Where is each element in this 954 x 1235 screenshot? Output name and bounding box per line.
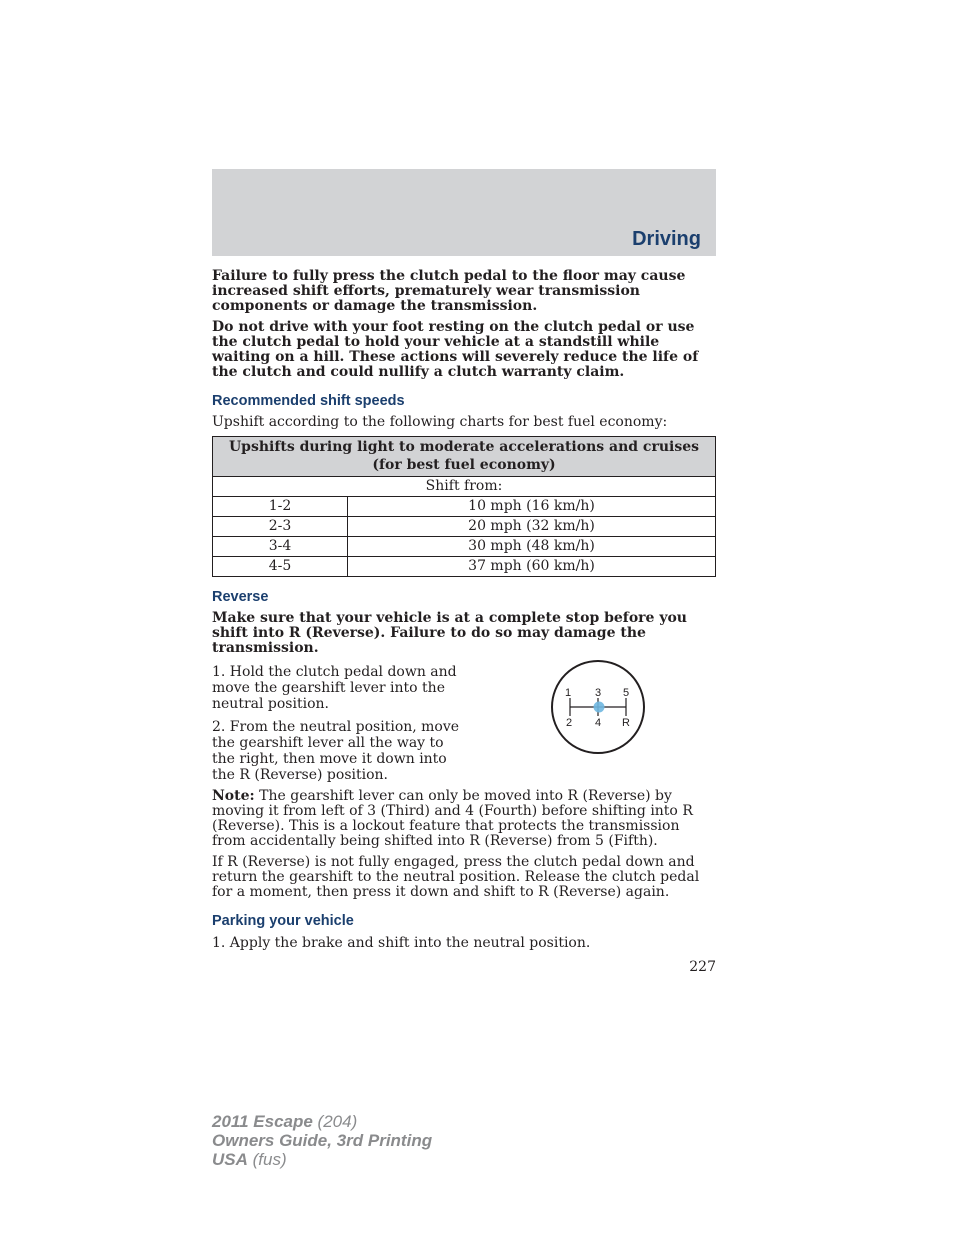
clutch-warning-2: Do not drive with your foot resting on the clutch pedal or use the clutch pedal to hold your vehicle at a standstill while waiting on a hill. These actions will severely reduce the life of the clutch and could nullify a clutch warranty claim.	[212, 319, 699, 380]
footer-line-1	[212, 1112, 432, 1131]
gear-label-3: 3	[594, 687, 602, 699]
parking-step-1: 1. Apply the brake and shift into the neutral position.	[212, 935, 591, 951]
table-subheader: Shift from:	[213, 477, 716, 497]
gear-label-4: 4	[594, 717, 602, 729]
gear-label-1: 1	[564, 687, 572, 699]
section-title: Driving	[632, 228, 701, 250]
footer-line-2	[212, 1131, 432, 1150]
section-header-band	[212, 169, 716, 256]
document-footer	[212, 1112, 432, 1169]
page-number: 227	[689, 959, 716, 975]
reverse-heading: Reverse	[212, 589, 269, 605]
footer-market-code: (fus)	[247, 1150, 287, 1169]
reverse-steps	[212, 664, 716, 783]
gearshift-pattern-diagram	[549, 658, 647, 756]
table-row	[213, 557, 716, 577]
table-row	[213, 537, 716, 557]
gear-label-reverse: R	[622, 717, 630, 729]
speed-cell: 10 mph (16 km/h)	[348, 497, 716, 517]
reverse-engagement-paragraph: If R (Reverse) is not fully engaged, press the clutch pedal down and return the gearshift to the neutral position. Release the clutch pedal for a moment, then press it down and shift to R (Reverse) again.	[212, 854, 700, 900]
table-title: Upshifts during light to moderate accelerations and cruises (for best fuel economy)	[213, 437, 716, 477]
reverse-step-1: 1. Hold the clutch pedal down and move the gearshift lever into the neutral position.	[212, 664, 457, 712]
footer-guide-edition: Owners Guide, 3rd Printing	[212, 1131, 433, 1150]
shift-speed-table	[212, 436, 716, 577]
footer-model-code: (204)	[312, 1112, 358, 1131]
speed-cell: 20 mph (32 km/h)	[348, 517, 716, 537]
lockout-note	[212, 789, 716, 849]
clutch-warning-1: Failure to fully press the clutch pedal to the floor may cause increased shift efforts, prematurely wear transmission components or damage the transmission.	[212, 268, 686, 314]
parking-heading: Parking your vehicle	[212, 913, 354, 929]
shift-speeds-heading: Recommended shift speeds	[212, 393, 405, 409]
gear-cell: 4-5	[213, 557, 348, 577]
footer-line-3	[212, 1150, 432, 1169]
reverse-warning: Make sure that your vehicle is at a complete stop before you shift into R (Reverse). Failure to do so may damage the transmission.	[212, 610, 687, 656]
table-row	[213, 517, 716, 537]
footer-market: USA	[212, 1150, 248, 1169]
table-row	[213, 497, 716, 517]
note-label: Note:	[212, 788, 255, 804]
speed-cell: 30 mph (48 km/h)	[348, 537, 716, 557]
reverse-step-2: 2. From the neutral position, move the gearshift lever all the way to the right, then move it down into the R (Reverse) position.	[212, 719, 460, 783]
page-content	[212, 269, 716, 951]
gear-cell: 1-2	[213, 497, 348, 517]
gear-cell: 2-3	[213, 517, 348, 537]
speed-cell: 37 mph (60 km/h)	[348, 557, 716, 577]
footer-model: 2011 Escape	[212, 1112, 313, 1131]
gear-cell: 3-4	[213, 537, 348, 557]
gear-label-5: 5	[622, 687, 630, 699]
gear-label-2: 2	[565, 717, 573, 729]
reverse-steps-text	[212, 664, 470, 783]
note-text: The gearshift lever can only be moved into R (Reverse) by moving it from left of 3 (Third) and 4 (Fourth) before shifting into R (Reverse). This is a lockout feature that protects the transmission from accidentally being shifted into R (Reverse) from 5 (Fifth).	[212, 788, 693, 849]
shift-speeds-intro: Upshift according to the following charts for best fuel economy:	[212, 414, 668, 430]
